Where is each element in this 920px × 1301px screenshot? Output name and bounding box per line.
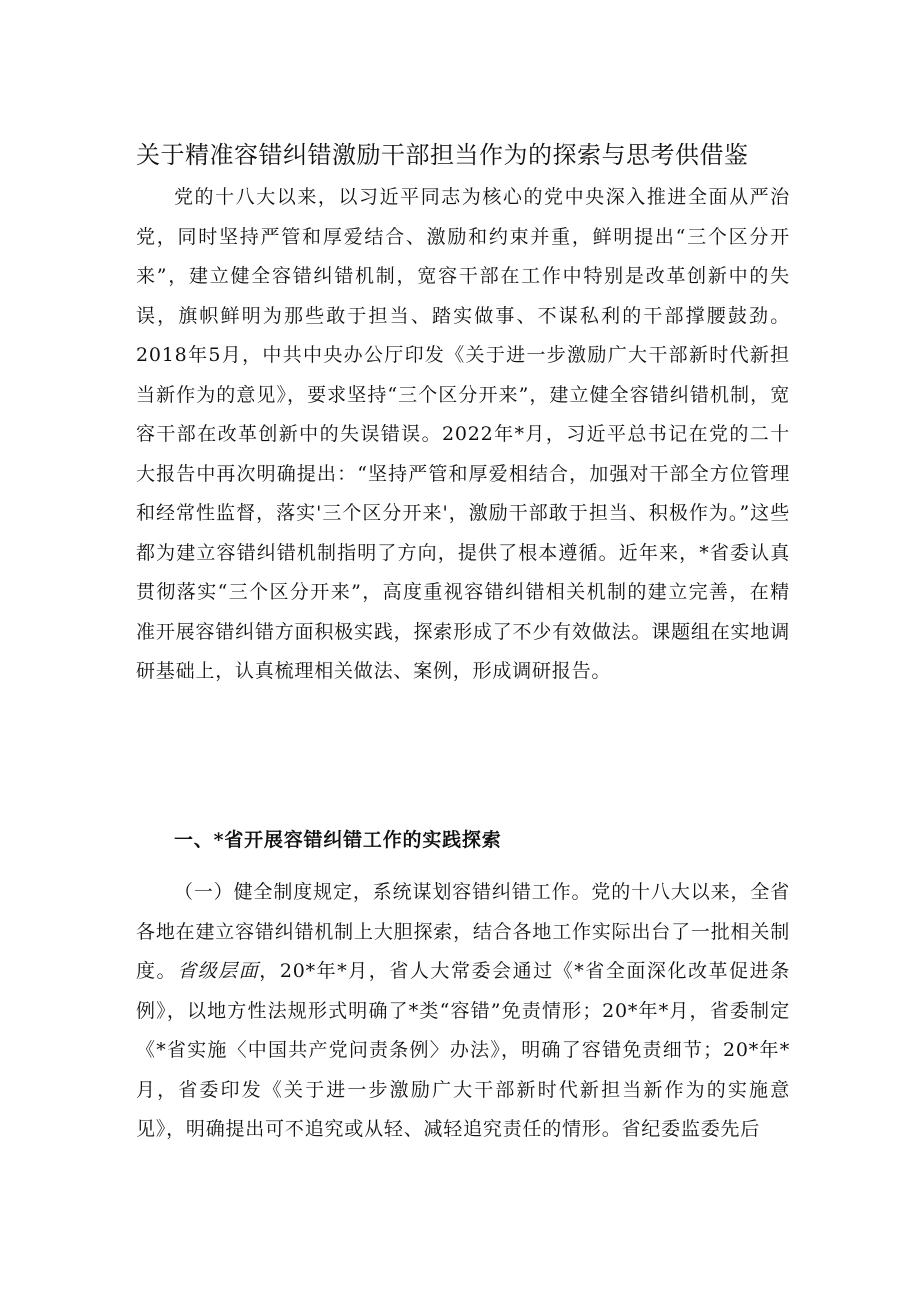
section-paragraph-lead: （一）健全制度规定，系统谋划容错纠错工作。党的十八大以来，全省各地在建立容错纠错机制上大胆探索，结合各地工作实际出台了一批相关制度。 [136,881,790,982]
section-paragraph-emphasis: 省级层面 [177,960,260,982]
document-title: 关于精准容错纠错激励干部担当作为的探索与思考供借鉴 [136,141,749,169]
section-paragraph-rest: ，20*年*月，省人大常委会通过《*省全面深化改革促进条例》，以地方性法规形式明确了*类“容错”免责情形；20*年*月，省委制定《*省实施〈中国共产党问责条例〉办法》，明确了容错免责细节；20*年*月，省委印发《关于进一步激励广大干部新时代新担当新作为的实施意见》，明确提出可不追究或从轻、减轻追究责任的情形。省纪委监委先后 [136,960,790,1140]
section-heading: 一、*省开展容错纠错工作的实践探索 [174,829,502,851]
intro-paragraph: 党的十八大以来，以习近平同志为核心的党中央深入推进全面从严治党，同时坚持严管和厚爱结合、激励和约束并重，鲜明提出“三个区分开来”，建立健全容错纠错机制，宽容干部在工作中特别是改革创新中的失误，旗帜鲜明为那些敢于担当、踏实做事、不谋私利的干部撑腰鼓劲。2018年5月，中共中央办公厅印发《关于进一步激励广大干部新时代新担当新作为的意见》，要求坚持“三个区分开来”，建立健全容错纠错机制，宽容干部在改革创新中的失误错误。2022年*月，习近平总书记在党的二十大报告中再次明确提出：“坚持严管和厚爱相结合，加强对干部全方位管理和经常性监督，落实'三个区分开来'，激励干部敢于担当、积极作为。”这些都为建立容错纠错机制指明了方向，提供了根本遵循。近年来，*省委认真贯彻落实“三个区分开来”，高度重视容错纠错相关机制的建立完善，在精准开展容错纠错方面积极实践，探索形成了不少有效做法。课题组在实地调研基础上，认真梳理相关做法、案例，形成调研报告。 [136,186,790,682]
section-paragraph [136,873,790,1150]
